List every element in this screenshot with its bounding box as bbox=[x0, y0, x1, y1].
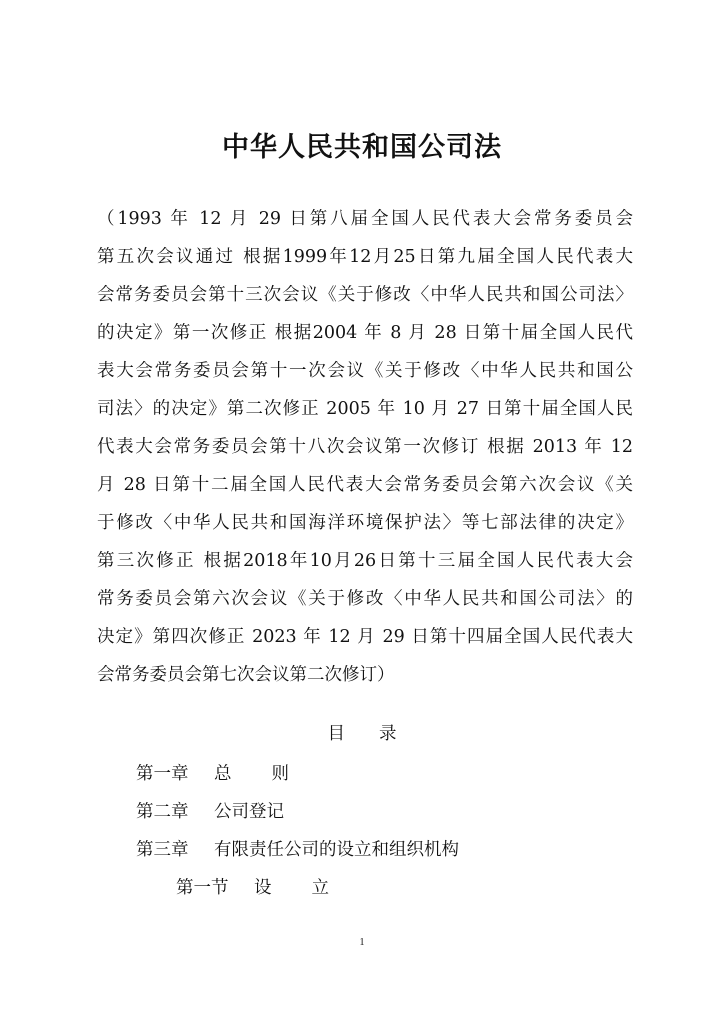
toc-item-text: 有限责任公司的设立和组织机构 bbox=[214, 840, 459, 860]
toc-item-text: 总则 bbox=[214, 764, 329, 784]
preamble-line: 常务委员会第六次会议《关于修改〈中华人民共和国公司法〉的 bbox=[97, 589, 633, 609]
toc-item-chapter-2 bbox=[136, 793, 636, 831]
preamble-line: 决定》第四次修正 2023 年 12 月 29 日第十四届全国人民代表大 bbox=[97, 627, 633, 647]
toc-heading: 目录 bbox=[327, 724, 431, 744]
preamble-line: 会常务委员会第七次会议第二次修订） bbox=[97, 665, 395, 685]
toc-item-label: 第一节 bbox=[176, 878, 229, 898]
toc-item-chapter-1 bbox=[136, 755, 636, 793]
toc-item-label: 第三章 bbox=[136, 840, 189, 860]
toc-item-text: 设立 bbox=[254, 878, 369, 898]
preamble-line: 会常务委员会第十三次会议《关于修改〈中华人民共和国公司法〉 bbox=[97, 285, 633, 305]
preamble-line: 代表大会常务委员会第十八次会议第一次修订 根据 2013 年 12 bbox=[97, 437, 633, 457]
table-of-contents bbox=[136, 755, 636, 907]
toc-item-section-1 bbox=[136, 869, 636, 907]
toc-item-label: 第一章 bbox=[136, 764, 189, 784]
preamble-line: 第五次会议通过 根据1999年12月25日第九届全国人民代表大 bbox=[97, 247, 633, 267]
toc-item-label: 第二章 bbox=[136, 802, 189, 822]
preamble bbox=[97, 200, 633, 694]
preamble-line: 于修改〈中华人民共和国海洋环境保护法〉等七部法律的决定》 bbox=[97, 513, 633, 533]
toc-item-chapter-3 bbox=[136, 831, 636, 869]
preamble-line: （1993 年 12 月 29 日第八届全国人民代表大会常务委员会 bbox=[97, 209, 633, 229]
document-title: 中华人民共和国公司法 bbox=[222, 132, 502, 163]
preamble-line: 的决定》第一次修正 根据2004 年 8 月 28 日第十届全国人民代 bbox=[97, 323, 633, 343]
toc-item-text: 公司登记 bbox=[214, 802, 284, 822]
page-number: 1 bbox=[359, 937, 365, 948]
preamble-line: 司法〉的决定》第二次修正 2005 年 10 月 27 日第十届全国人民 bbox=[97, 399, 633, 419]
preamble-line: 月 28 日第十二届全国人民代表大会常务委员会第六次会议《关 bbox=[97, 475, 633, 495]
preamble-line: 表大会常务委员会第十一次会议《关于修改〈中华人民共和国公 bbox=[97, 361, 633, 381]
preamble-line: 第三次修正 根据2018年10月26日第十三届全国人民代表大会 bbox=[97, 551, 633, 571]
